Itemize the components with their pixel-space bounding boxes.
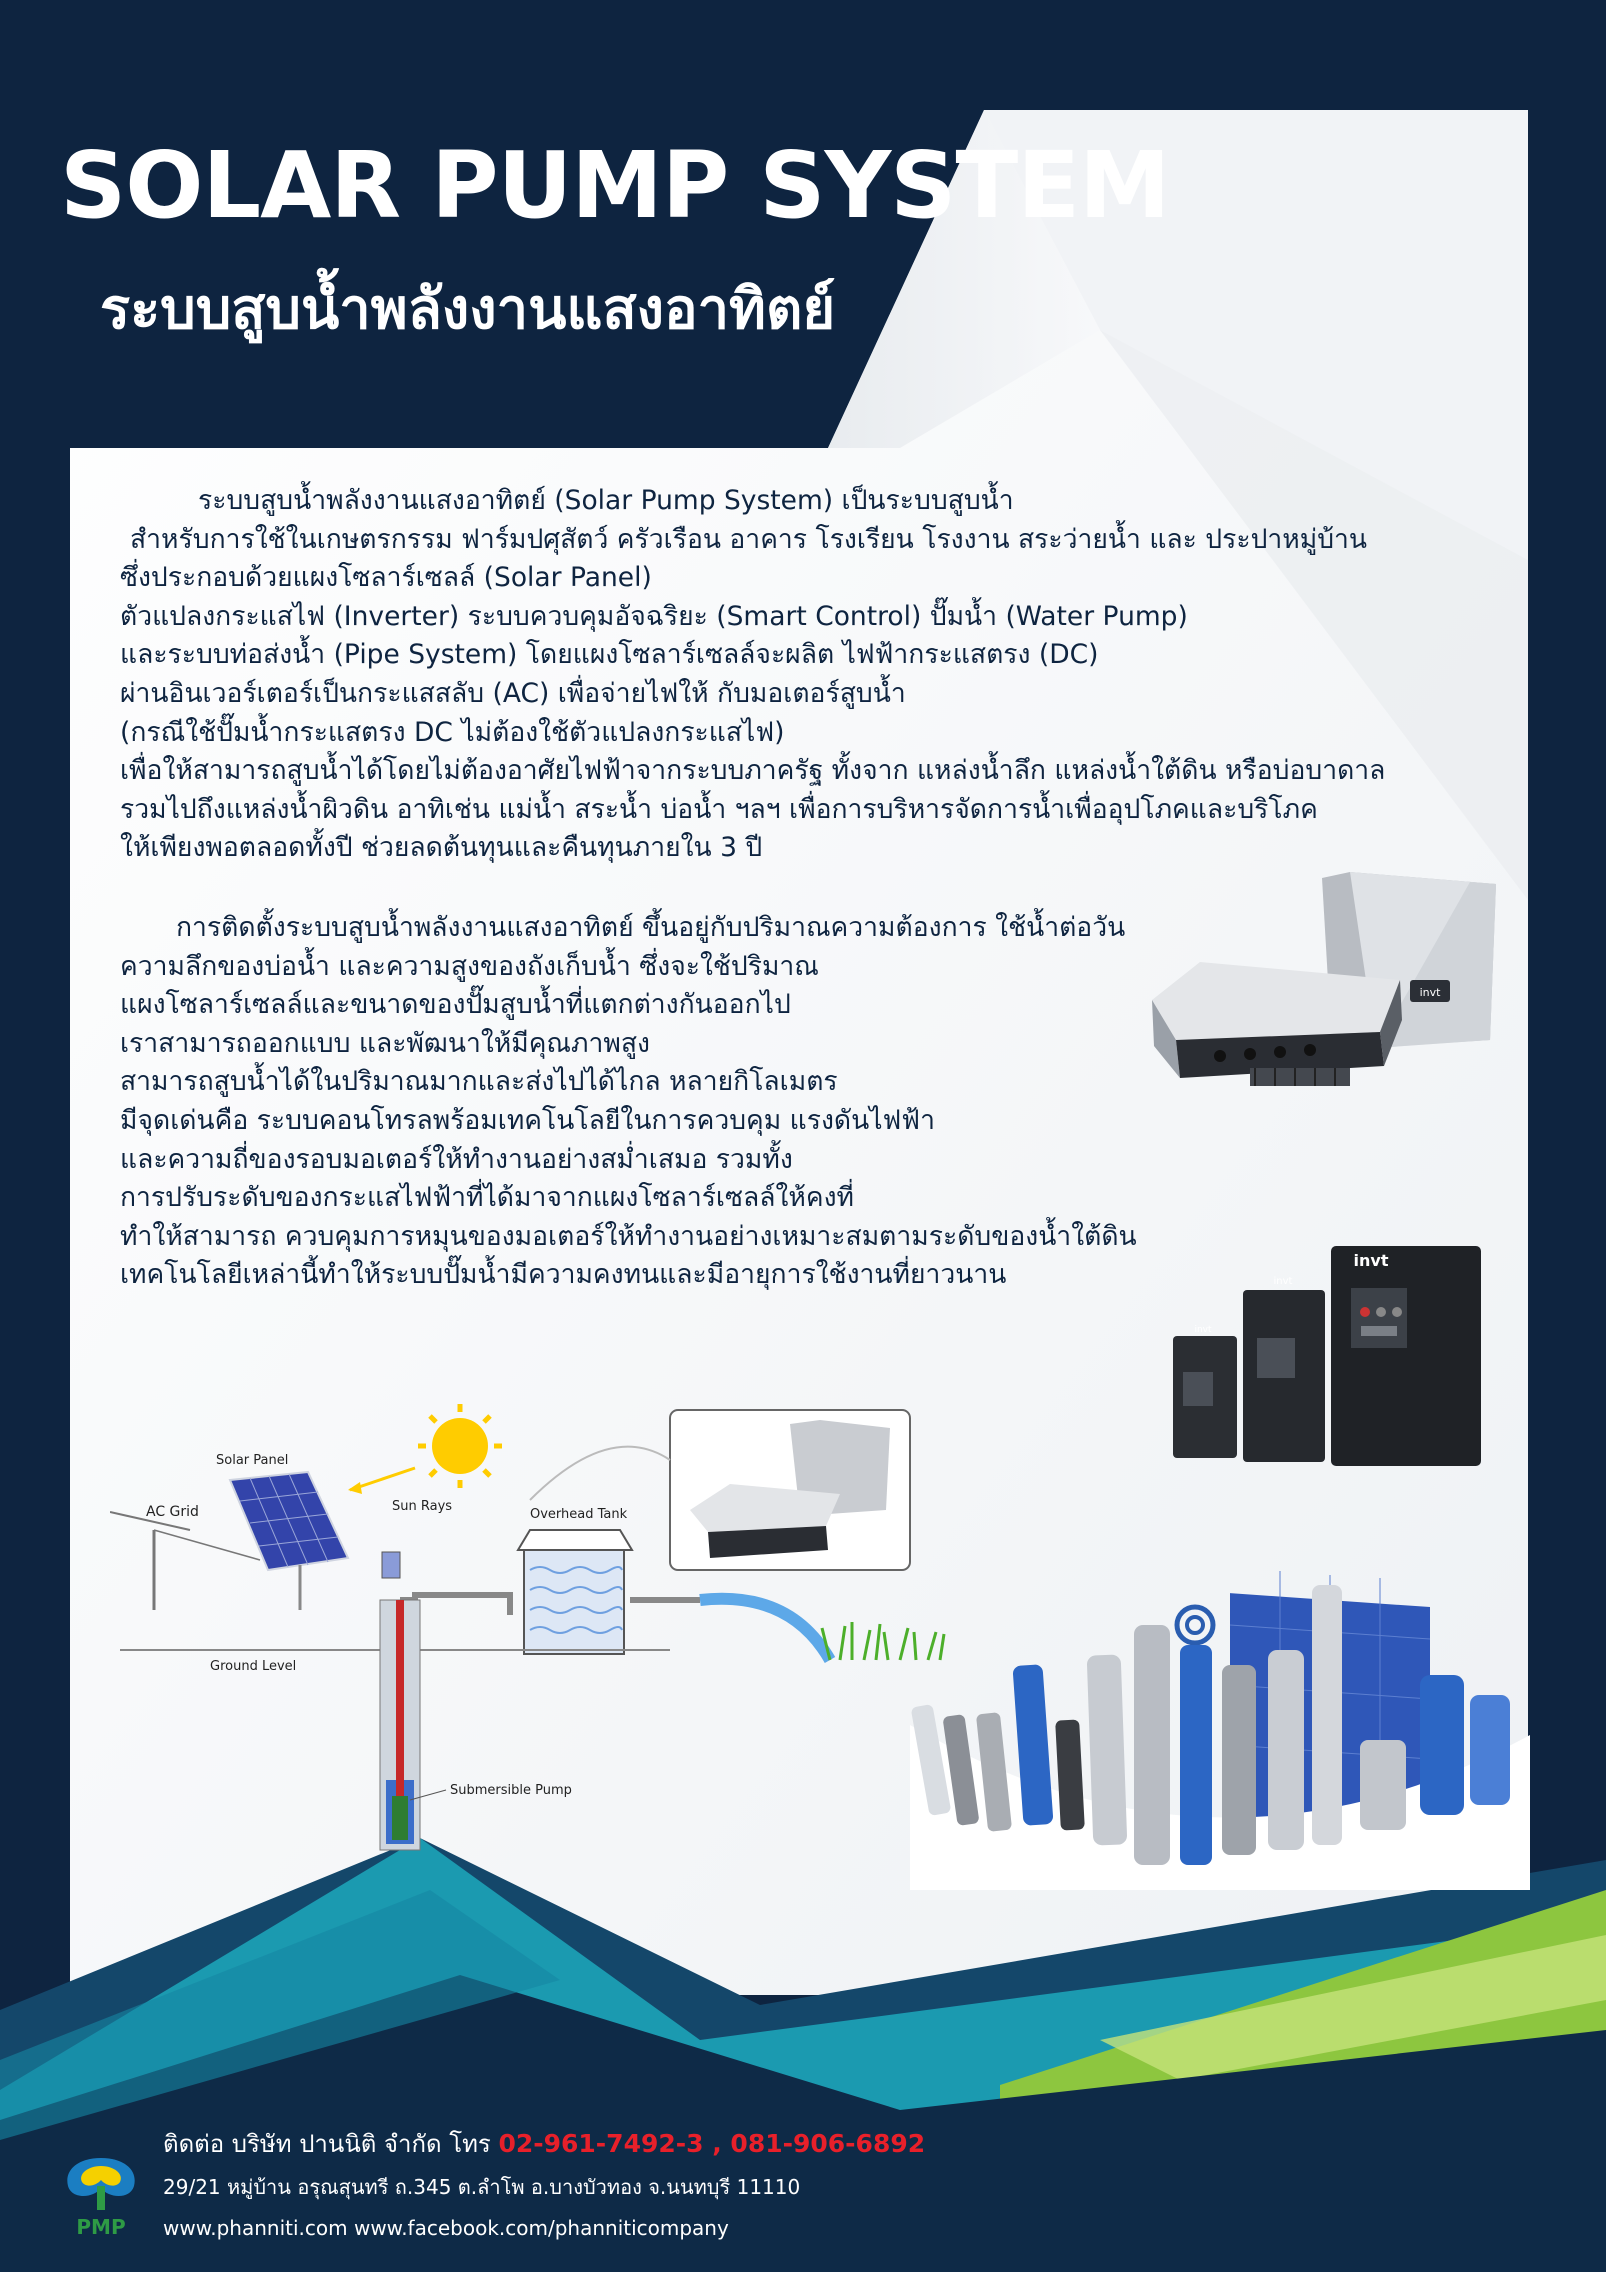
text-line: การติดตั้งระบบสูบน้ำพลังงานแสงอาทิตย์ ขึ้นอยู่กับปริมาณความต้องการ ใช้น้ำต่อวัน xyxy=(176,912,1126,943)
text-line: เราสามารถออกแบบ และพัฒนาให้มีคุณภาพสูง xyxy=(120,1027,650,1059)
text-line: การปรับระดับของกระแสไฟฟ้าที่ได้มาจากแผงโซลาร์เซลล์ให้คงที่ xyxy=(120,1182,854,1214)
text-line: ให้เพียงพอตลอดทั้งปี ช่วยลดต้นทุนและคืนทุนภายใน 3 ปี xyxy=(120,832,763,864)
intro-paragraph xyxy=(120,482,1440,868)
vfd-drives-image xyxy=(1165,1240,1485,1470)
solar-pump-diagram xyxy=(110,1400,970,1860)
label-ground-level: Ground Level xyxy=(210,1659,297,1674)
label-overhead-tank: Overhead Tank xyxy=(530,1507,628,1522)
text-line: สำหรับการใช้ในเกษตรกรรม ฟาร์มปศุสัตว์ ครัวเรือน อาคาร โรงเรียน โรงงาน สระว่ายน้ำ และ ประปาหมู่บ้าน xyxy=(130,523,1368,555)
text-line: ระบบสูบน้ำพลังงานแสงอาทิตย์ (Solar Pump System) เป็นระบบสูบน้ำ xyxy=(198,485,1014,516)
brand-label: invt xyxy=(1419,986,1441,999)
text-line: เพื่อให้สามารถสูบน้ำได้โดยไม่ต้องอาศัยไฟฟ้าจากระบบภาครัฐ ทั้งจาก แหล่งน้ำลึก แหล่งน้ำใต้ดิน หรือบ่อบาดาล xyxy=(120,755,1386,787)
text-line: และระบบท่อส่งน้ำ (Pipe System) โดยแผงโซลาร์เซลล์จะผลิต ไฟฟ้ากระแสตรง (DC) xyxy=(120,639,1099,671)
brand-label: invt xyxy=(1194,1325,1212,1335)
brand-label: invt xyxy=(1273,1276,1293,1287)
text-line: ทำให้สามารถ ควบคุมการหมุนของมอเตอร์ให้ทำงานอย่างเหมาะสมตามระดับของน้ำใต้ดิน xyxy=(120,1220,1137,1252)
brand-label: invt xyxy=(1353,1251,1389,1270)
address-line: 29/21 หมู่บ้าน อรุณสุนทรี ถ.345 ต.ลำโพ อ.บางบัวทอง จ.นนทบุรี 11110 xyxy=(163,2175,801,2199)
text-line: และความถี่ของรอบมอเตอร์ให้ทำงานอย่างสม่ำเสมอ รวมทั้ง xyxy=(120,1143,793,1175)
logo-text: PMP xyxy=(76,2215,126,2238)
contact-company: ติดต่อ บริษัท ปานนิติ จำกัด โทร xyxy=(163,2130,499,2158)
text-line: เทคโนโลยีเหล่านี้ทำให้ระบบปั๊มน้ำมีความคงทนและมีอายุการใช้งานที่ยาวนาน xyxy=(120,1259,1007,1291)
contact-phones[interactable]: 02-961-7492-3 , 081-906-6892 xyxy=(498,2129,926,2158)
text-line: แผงโซลาร์เซลล์และขนาดของปั๊มสูบน้ำที่แตกต่างกันออกไป xyxy=(120,989,791,1021)
text-line: ซึ่งประกอบด้วยแผงโซลาร์เซลล์ (Solar Panel) xyxy=(120,562,652,594)
label-sun-rays: Sun Rays xyxy=(392,1499,453,1514)
label-ac-grid: AC Grid xyxy=(146,1504,199,1520)
text-line: สามารถสูบน้ำได้ในปริมาณมากและส่งไปได้ไกล หลายกิโลเมตร xyxy=(120,1066,838,1098)
label-submersible-pump: Submersible Pump xyxy=(450,1783,572,1798)
pumps-product-image xyxy=(900,1545,1540,1890)
text-line: มีจุดเด่นคือ ระบบคอนโทรลพร้อมเทคโนโลยีในการควบคุม แรงดันไฟฟ้า xyxy=(120,1104,935,1136)
text-line: ผ่านอินเวอร์เตอร์เป็นกระแสสลับ (AC) เพื่อจ่ายไฟให้ กับมอเตอร์สูบน้ำ xyxy=(120,677,906,709)
title-english: SOLAR PUMP SYSTEM xyxy=(60,132,1170,239)
pmp-logo xyxy=(58,2148,144,2238)
contact-line xyxy=(163,2124,925,2163)
website-links[interactable]: www.phanniti.com www.facebook.com/phanniticompany xyxy=(163,2216,729,2240)
sun-icon xyxy=(418,1404,502,1488)
label-solar-panel: Solar Panel xyxy=(216,1453,289,1468)
inverter-product-image xyxy=(1140,870,1500,1100)
text-line: ความลึกของบ่อน้ำ และความสูงของถังเก็บน้ำ ซึ่งจะใช้ปริมาณ xyxy=(120,950,819,982)
text-line: รวมไปถึงแหล่งน้ำผิวดิน อาทิเช่น แม่น้ำ สระน้ำ บ่อน้ำ ฯลฯ เพื่อการบริหารจัดการน้ำเพื่ออุปโภคและบริโภค xyxy=(120,793,1318,825)
text-line: (กรณีใช้ปั๊มน้ำกระแสตรง DC ไม่ต้องใช้ตัวแปลงกระแสไฟ) xyxy=(120,716,785,748)
text-line: ตัวแปลงกระแสไฟ (Inverter) ระบบควบคุมอัจฉริยะ (Smart Control) ปั๊มน้ำ (Water Pump) xyxy=(120,600,1188,632)
title-thai: ระบบสูบน้ำพลังงานแสงอาทิตย์ xyxy=(100,277,836,342)
